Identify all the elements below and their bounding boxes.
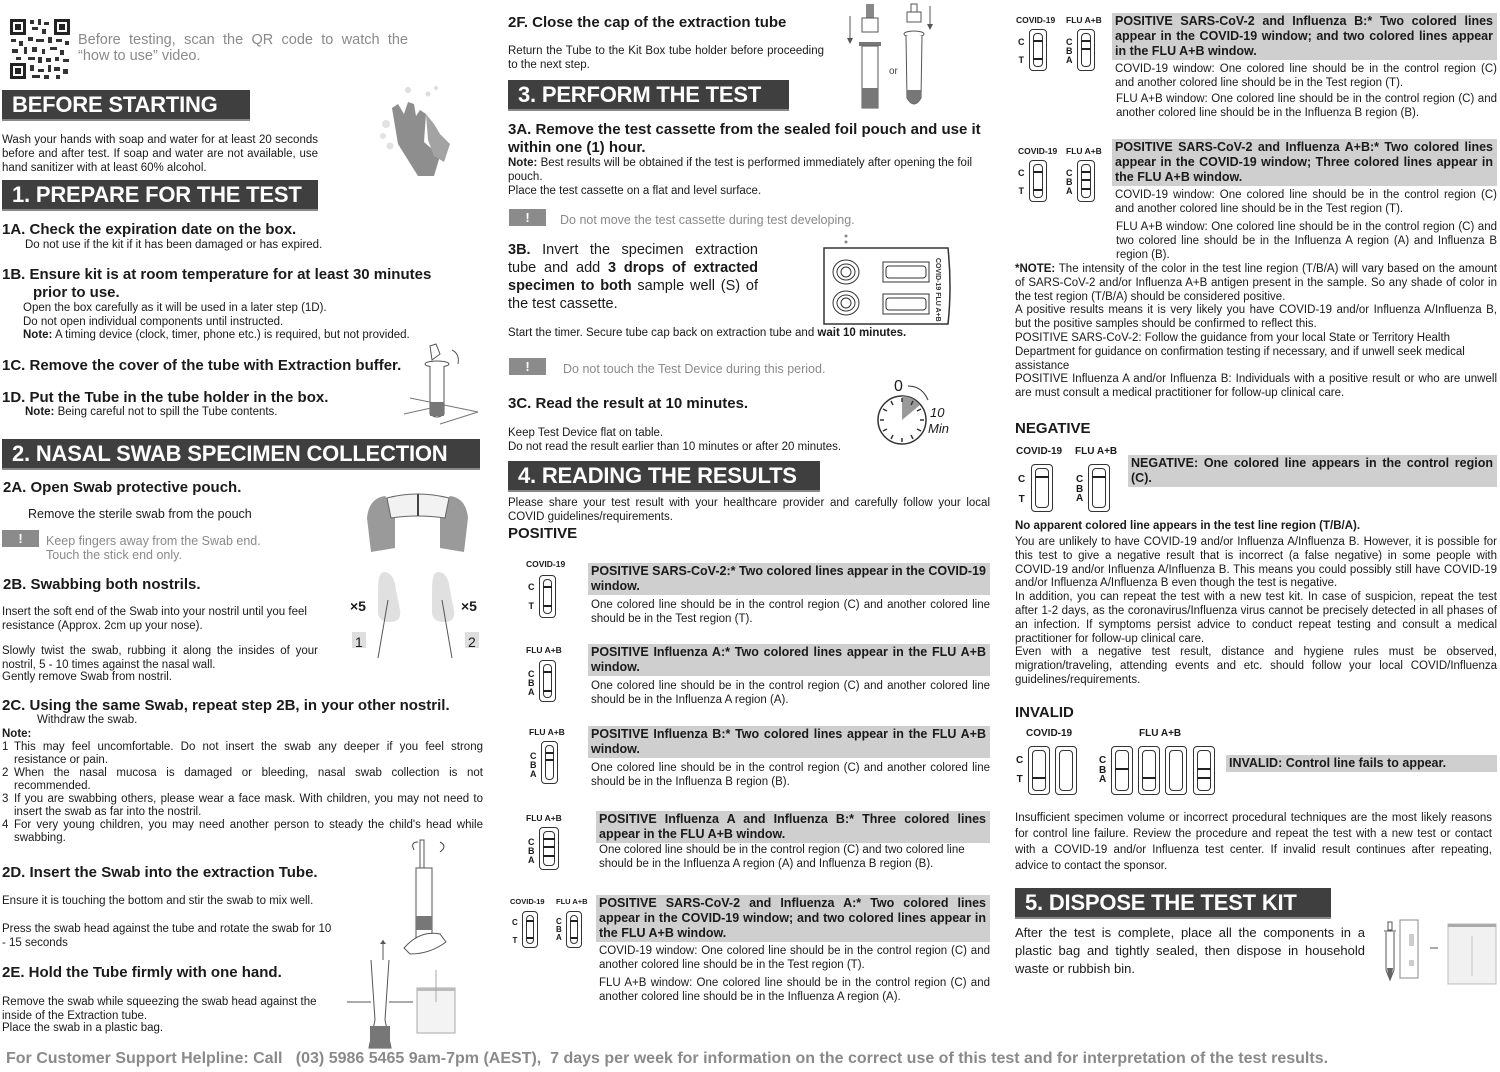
note-number: 2 xyxy=(2,767,9,779)
step-1b-note xyxy=(23,329,410,343)
cba-letters xyxy=(1076,475,1083,504)
step-3b-part2: 3 drops of extracted specimen to both xyxy=(508,260,758,294)
c-letter: C xyxy=(1076,474,1084,485)
negative-result xyxy=(1128,455,1497,487)
result-heading: NEGATIVE: One colored line appears in the control region (C). xyxy=(1128,455,1497,487)
perform-test-banner: 3. PERFORM THE TEST xyxy=(508,80,789,111)
a-letter: A xyxy=(528,855,535,865)
result-description: FLU A+B window: One colored line should be in the control region (C) and another colored line should be in the Influenza A region (A). xyxy=(599,977,990,1003)
step-1b-title-line2: prior to use. xyxy=(33,284,120,301)
positive-note xyxy=(1015,263,1497,401)
before-starting-body: Wash your hands with soap and water for at least 20 seconds before and after test. If soap and water are not available, use hand sanitizer with at least 60% alcohol. xyxy=(2,134,318,174)
step-2b-title: 2B. Swabbing both nostrils. xyxy=(3,576,201,593)
a-letter: A xyxy=(1066,186,1073,196)
flu-cassette-invalid-1 xyxy=(1111,746,1133,795)
flu-cassette-invalid-3 xyxy=(1165,746,1187,795)
b-letter: B xyxy=(530,760,537,770)
step-1a-body: Do not use if the kit if it has been damaged or has expired. xyxy=(25,239,323,251)
negative-heading: NEGATIVE xyxy=(1015,420,1091,437)
c-letter: C xyxy=(1018,37,1025,47)
step-2e-title: 2E. Hold the Tube firmly with one hand. xyxy=(2,964,282,981)
flu-cassette xyxy=(1077,160,1095,202)
covid-cassette xyxy=(1029,160,1047,202)
note-label: Note: xyxy=(508,157,538,169)
t-letter: T xyxy=(1018,186,1024,196)
warning-icon: ! xyxy=(2,530,39,547)
flu-label: FLU A+B xyxy=(556,897,588,906)
result-heading: POSITIVE SARS-CoV-2 and Influenza B:* Two colored lines appear in the COVID-19 window; and two colored lines appear in the FLU A+B window. xyxy=(1112,13,1497,60)
result-heading: POSITIVE SARS-CoV-2 and Influenza A+B:* Two colored lines appear in the COVID-19 window; Three colored lines appear in the FLU A+B window. xyxy=(1112,139,1497,186)
covid-label: COVID-19 xyxy=(510,897,545,906)
covid-cassette xyxy=(1031,464,1053,512)
support-helpline: For Customer Support Helpline: Call (03) 5986 5465 9am-7pm (AEST), 7 days per week for information on the correct use of this test and for interpretation of the test results. xyxy=(6,1050,1329,1067)
step-1b-title xyxy=(2,266,431,302)
positive-result-5 xyxy=(596,895,990,1004)
warning-line2: Touch the stick end only. xyxy=(46,548,182,562)
a-letter: A xyxy=(530,769,537,779)
b-letter: B xyxy=(1066,46,1073,56)
result-heading: POSITIVE Influenza A:* Two colored lines appear in the FLU A+B window. xyxy=(588,644,990,676)
step-3b-timer-text xyxy=(508,327,906,341)
cba-letters xyxy=(528,670,535,697)
covid-cassette xyxy=(1029,29,1047,71)
step-1d-title: 1D. Put the Tube in the tube holder in the box. xyxy=(2,389,329,406)
t-letter: T xyxy=(1018,494,1025,505)
step-2c-sub: Withdraw the swab. xyxy=(37,714,138,726)
covid-label: COVID-19 xyxy=(1016,446,1063,457)
step-2c-title: 2C. Using the same Swab, repeat step 2B, in your other nostril. xyxy=(2,697,450,714)
note-label: Note: xyxy=(23,329,53,341)
step-1b-title-line1: 1B. Ensure kit is at room temperature for at least 30 minutes xyxy=(2,266,432,283)
step-3b-text xyxy=(508,241,758,313)
note-number: 4 xyxy=(2,819,9,831)
nasal-swab-banner: 2. NASAL SWAB SPECIMEN COLLECTION xyxy=(2,439,480,470)
note-text: This may feel uncomfortable. Do not insert the swab any deeper if you feel strong resistance or pain. xyxy=(14,741,483,766)
cba-letters xyxy=(530,752,537,779)
result-heading: POSITIVE SARS-CoV-2 and Influenza A:* Two colored lines appear in the COVID-19 window; and two colored lines appear in the FLU A+B window. xyxy=(596,895,990,942)
ct-letters xyxy=(1018,38,1025,65)
flu-label: FLU A+B xyxy=(1075,446,1118,457)
step-2e-body1: Remove the swab while squeezing the swab head against the inside of the Extraction tube. xyxy=(2,996,317,1022)
note-paragraph-4: POSITIVE Influenza A and/or Influenza B: Individuals with a positive result or who are unwell are must consult a medical practitioner for follow-up clinical care. xyxy=(1015,373,1497,400)
invalid-result xyxy=(1226,755,1497,772)
flu-label: FLU A+B xyxy=(1066,146,1102,156)
nostril-2-label: 2 xyxy=(468,634,476,650)
note-paragraph-1 xyxy=(1015,263,1497,304)
step-2c-note-label: Note: xyxy=(2,728,32,740)
step-3c-body2: Do not read the result earlier than 10 minutes or after 20 minutes. xyxy=(508,440,842,453)
c-letter: C xyxy=(556,917,562,926)
note-text: For very young children, you may need another person to steady the child's head while swabbing. xyxy=(14,819,483,844)
positive-result-1 xyxy=(588,563,990,626)
covid-cassette-invalid-1 xyxy=(1028,746,1050,795)
qr-instruction: Before testing, scan the QR code to watch the “how to use” video. xyxy=(78,32,408,64)
flu-label: FLU A+B xyxy=(1139,728,1182,739)
step-1a-title: 1A. Check the expiration date on the box. xyxy=(2,221,297,238)
result-heading: POSITIVE SARS-CoV-2:* Two colored lines appear in the COVID-19 window. xyxy=(588,563,990,595)
pouch-illustration xyxy=(365,488,470,558)
result-description: One colored line should be in the control region (C) and two colored line should be in the Influenza A region (A) and Influenza B region (B). xyxy=(599,844,965,870)
flu-cassette xyxy=(1088,464,1110,512)
result-description: FLU A+B window: One colored line should be in the control region (C) and another colored line should be in the Influenza B region (B). xyxy=(1116,93,1497,119)
flu-cassette xyxy=(566,911,582,948)
covid-label: COVID-19 xyxy=(1018,146,1058,156)
covid-label: COVID-19 xyxy=(1026,728,1073,739)
note-item xyxy=(2,767,483,793)
step-2f-title: 2F. Close the cap of the extraction tube xyxy=(508,14,787,31)
timer-text: Start the timer. Secure tube cap back on extraction tube and xyxy=(508,327,818,339)
note-text: The intensity of the color in the test line region (T/B/A) will vary based on the amount of SARS-CoV-2 and/or Influenza A+B antigen present in the sample. So any shade of color in the test region (T/B/A) should be considered positive. xyxy=(1015,263,1497,303)
step-3b-part3: sample well (S) of the test cassette. xyxy=(508,278,758,312)
result-description: FLU A+B window: One colored line should be in the control region (C) and two colored line should be in the Influenza A region (A) and Influenza B region (B). xyxy=(1116,221,1497,261)
flu-label: FLU A+B xyxy=(526,645,562,655)
step-2f-body: Return the Tube to the Kit Box tube holder before proceeding to the next step. xyxy=(508,45,824,71)
c-letter: C xyxy=(530,751,537,761)
covid-cassette xyxy=(539,575,556,618)
timer-start-label: 0 xyxy=(894,378,903,395)
qr-code[interactable] xyxy=(8,17,72,81)
step-2a-title: 2A. Open Swab protective pouch. xyxy=(3,479,242,496)
flu-label: FLU A+B xyxy=(529,727,565,737)
warning-line1: Keep fingers away from the Swab end. xyxy=(46,534,261,548)
result-heading: INVALID: Control line fails to appear. xyxy=(1226,755,1497,772)
note-text: Being careful not to spill the Tube contents. xyxy=(54,406,278,418)
cba-letters xyxy=(556,918,562,942)
ct-letters xyxy=(512,918,518,945)
b-letter: B xyxy=(1076,483,1084,495)
invalid-heading: INVALID xyxy=(1015,704,1074,721)
positive-result-4 xyxy=(596,811,990,871)
step-3c-title: 3C. Read the result at 10 minutes. xyxy=(508,395,749,412)
result-description: One colored line should be in the control region (C) and another colored line should be in the Test region (T). xyxy=(591,599,990,625)
reading-results-banner: 4. READING THE RESULTS xyxy=(508,461,820,492)
flu-cassette xyxy=(1077,29,1095,71)
c-letter: C xyxy=(528,669,535,679)
step-2a-warning xyxy=(46,534,261,562)
step-3c-body xyxy=(508,427,841,454)
step-1b-line2: Do not open individual components until instructed. xyxy=(23,315,284,328)
step-3b-lead: 3B. xyxy=(508,242,531,258)
result-description: COVID-19 window: One colored line should be in the control region (C) and another colored line should be in the Test region (T). xyxy=(1115,189,1497,215)
a-letter: A xyxy=(1099,774,1107,785)
nostril-illustration xyxy=(348,570,483,660)
before-starting-banner: BEFORE STARTING xyxy=(2,90,250,121)
cba-letters xyxy=(1099,756,1106,785)
count-right: ×5 xyxy=(461,598,477,614)
note-label: Note: xyxy=(25,406,55,418)
step-3a-note xyxy=(508,157,992,184)
step-3b-warning: Do not touch the Test Device during this period. xyxy=(563,362,826,376)
test-cassette-illustration xyxy=(820,232,952,327)
note-label: *NOTE: xyxy=(1015,263,1056,275)
squeeze-swab-illustration xyxy=(345,940,470,1050)
b-letter: B xyxy=(528,846,535,856)
t-letter: T xyxy=(1018,55,1024,65)
negative-paragraph-1: You are unlikely to have COVID-19 and/or Influenza A/Influenza B. However, it is possible for this test to give a negative result that is incorrect (a false negative) in some people with COVID-19 and/or Influenza A/Influenza B. This means you could possibly still have COVID-19 and/or Influenza A/Influenza B even though the test is negative. xyxy=(1015,536,1497,590)
results-intro: Please share your test result with your healthcare provider and carefully follow your local COVID guidelines/requirements. xyxy=(508,497,990,523)
flu-label: FLU A+B xyxy=(526,813,562,823)
warning-icon: ! xyxy=(509,209,546,226)
c-letter: C xyxy=(1099,755,1107,766)
c-letter: C xyxy=(1016,755,1024,766)
covid-label: COVID-19 xyxy=(1016,15,1056,25)
flu-cassette-invalid-4 xyxy=(1193,746,1215,795)
timer-unit-label: Min xyxy=(928,421,949,436)
a-letter: A xyxy=(1066,55,1073,65)
result-description: One colored line should be in the control region (C) and another colored line should be in the Influenza A region (A). xyxy=(591,680,990,706)
result-description: COVID-19 window: One colored line should be in the control region (C) and another colored line should be in the Test region (T). xyxy=(599,945,990,971)
note-text: If you are swabbing others, please wear a face mask. With children, you may not need to insert the swab as far into the nostril. xyxy=(14,793,483,818)
positive-result-6 xyxy=(1112,13,1497,120)
note-item xyxy=(2,741,483,767)
step-2a-body: Remove the sterile swab from the pouch xyxy=(28,507,252,521)
a-letter: A xyxy=(556,933,562,942)
nostril-1-label: 1 xyxy=(355,634,363,650)
timer-end-label: 10 xyxy=(930,405,945,420)
result-description: COVID-19 window: One colored line should be in the control region (C) and another colored line should be in the Test region (T). xyxy=(1115,63,1497,89)
step-3a-body: Place the test cassette on a flat and level surface. xyxy=(508,185,762,197)
a-letter: A xyxy=(528,687,535,697)
cba-letters xyxy=(528,838,535,865)
step-2d-body2: Press the swab head against the tube and rotate the swab for 10 - 15 seconds xyxy=(2,923,332,949)
ct-letters xyxy=(1018,169,1025,196)
step-2d-title: 2D. Insert the Swab into the extraction Tube. xyxy=(2,864,318,881)
step-2b-body2: Slowly twist the swab, rubbing it along the insides of your nostril, 5 - 10 times against the nasal wall. xyxy=(2,645,318,671)
warning-icon: ! xyxy=(509,358,546,375)
step-3a-title: 3A. Remove the test cassette from the sealed foil pouch and use it within one (1) hour. xyxy=(508,121,981,156)
step-2c-notes xyxy=(2,741,483,845)
note-text: Best results will be obtained if the test is performed immediately after opening the foil pouch. xyxy=(508,157,973,183)
negative-body xyxy=(1015,536,1497,688)
positive-result-3 xyxy=(588,726,990,789)
positive-heading: POSITIVE xyxy=(508,525,578,542)
positive-result-2 xyxy=(588,644,990,707)
c-letter: C xyxy=(1066,37,1073,47)
dispose-banner: 5. DISPOSE THE TEST KIT xyxy=(1015,888,1331,919)
flu-cassette xyxy=(539,660,556,702)
step-2b-body1: Insert the soft end of the Swab into your nostril until you feel resistance (Approx. 2cm up your nose). xyxy=(2,606,307,632)
cba-letters xyxy=(1066,38,1073,65)
b-letter: B xyxy=(556,925,562,934)
tube-cap-illustration xyxy=(400,342,480,427)
step-1b-body xyxy=(23,302,410,343)
step-2b-body3: Gently remove Swab from nostril. xyxy=(2,671,173,683)
b-letter: B xyxy=(528,678,535,688)
result-heading: POSITIVE Influenza B:* Two colored lines appear in the FLU A+B window. xyxy=(588,726,990,758)
step-2e-body2: Place the swab in a plastic bag. xyxy=(2,1022,164,1034)
flu-cassette-invalid-2 xyxy=(1138,746,1160,795)
ct-letters xyxy=(1016,756,1023,784)
flu-cassette xyxy=(539,827,559,870)
covid-cassette-invalid-2 xyxy=(1055,746,1077,795)
or-label: or xyxy=(889,66,898,77)
ct-letters xyxy=(1018,475,1025,504)
invalid-body: Insufficient specimen volume or incorrect procedural techniques are the most likely reasons for control line failure. Review the procedure and repeat the test with a new test or contact with a COVID-19 and/or Influenza test center. If invalid result continues after repeating, advice to contact the sponsor. xyxy=(1015,812,1492,872)
negative-sub: No apparent colored line appears in the test line region (T/B/A). xyxy=(1015,520,1361,532)
negative-paragraph-3: Even with a negative test result, distance and hygiene rules must be observed, migration/traveling, attending events and etc. should follow your local COVID/Influenza guidelines/requirements. xyxy=(1015,646,1497,686)
dispose-body: After the test is complete, place all the components in a plastic bag and tightly sealed, then dispose in household waste or rubbish bin. xyxy=(1015,925,1365,976)
t-letter: T xyxy=(1016,774,1023,785)
positive-result-7 xyxy=(1112,139,1497,262)
a-letter: A xyxy=(1076,493,1084,504)
note-text: A timing device (clock, timer, phone etc.) is required, but not provided. xyxy=(52,329,410,341)
t-letter: T xyxy=(528,601,534,611)
cba-letters xyxy=(1066,169,1073,196)
note-paragraph-2: A positive results means it is very likely you have COVID-19 and/or Influenza A/Influenza B, but the positive samples should be confirmed to reflect this. xyxy=(1015,304,1497,331)
note-paragraph-3: POSITIVE SARS-CoV-2: Follow the guidance from your local State or Territory Health Department for guidance on confirmation testing if necessary, and if unwell seek medical assistance xyxy=(1015,331,1465,372)
negative-paragraph-2: In addition, you can repeat the test with a new test kit. In case of suspicion, repeat the test after 1-2 days, as the coronavirus/Influenza virus cannot be precisely detected in all phases of an infection. If symptoms persist advice to conduct repeat testing and consult a medical practitioner for follow-up clinical care. xyxy=(1015,591,1497,645)
c-letter: C xyxy=(1018,168,1025,178)
step-3a-warning: Do not move the test cassette during test developing. xyxy=(560,213,855,227)
c-letter: C xyxy=(528,837,535,847)
c-letter: C xyxy=(512,918,518,927)
b-letter: B xyxy=(1066,177,1073,187)
note-number: 3 xyxy=(2,793,9,805)
b-letter: B xyxy=(1099,764,1107,776)
step-1b-line1: Open the box carefully as it will be used in a later step (1D). xyxy=(23,302,327,314)
prepare-banner: 1. PREPARE FOR THE TEST xyxy=(2,180,318,211)
cassette-label: COVID-19 FLU A+B xyxy=(934,258,941,322)
timer-bold: wait 10 minutes. xyxy=(817,327,907,339)
step-3b-part1: Invert the specimen extraction tube and add xyxy=(508,242,758,276)
covid-label: COVID-19 xyxy=(526,559,566,569)
count-left: ×5 xyxy=(350,598,366,614)
covid-cassette xyxy=(522,911,538,948)
dispose-illustration xyxy=(1382,918,1497,988)
result-heading: POSITIVE Influenza A and Influenza B:* Three colored lines appear in the FLU A+B window. xyxy=(596,811,990,843)
cap-tube-illustration xyxy=(845,2,935,112)
handwash-illustration xyxy=(378,84,458,184)
note-item xyxy=(2,793,483,819)
c-letter: C xyxy=(1066,168,1073,178)
step-1c-title: 1C. Remove the cover of the tube with Extraction buffer. xyxy=(2,357,402,374)
step-2d-body1: Ensure it is touching the bottom and stir the swab to mix well. xyxy=(2,895,314,907)
c-letter: C xyxy=(528,582,535,592)
note-text: When the nasal mucosa is damaged or bleeding, nasal swab collection is not recommended. xyxy=(14,767,483,792)
flu-label: FLU A+B xyxy=(1066,15,1102,25)
step-1d-note xyxy=(25,406,278,420)
step-3c-body1: Keep Test Device flat on table. xyxy=(508,427,664,439)
result-description: One colored line should be in the control region (C) and another colored line should be in the Influenza B region (B). xyxy=(591,762,990,788)
flu-cassette xyxy=(541,741,558,784)
ct-letters xyxy=(528,583,535,611)
c-letter: C xyxy=(1018,474,1026,485)
t-letter: T xyxy=(512,936,518,945)
note-number: 1 xyxy=(2,741,9,753)
